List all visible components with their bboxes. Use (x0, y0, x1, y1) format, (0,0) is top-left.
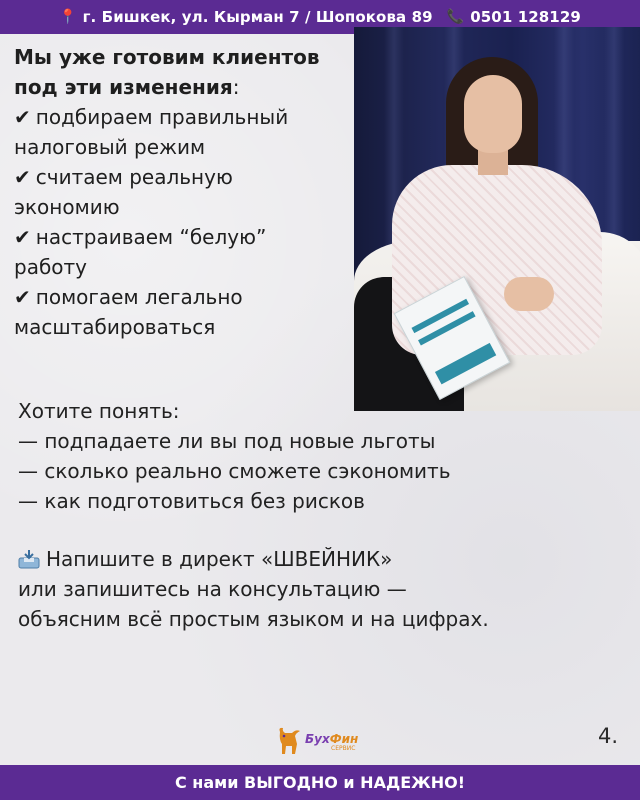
location-pin-icon: 📍 (59, 9, 77, 25)
checkmark-icon: ✔ (14, 225, 31, 249)
question-line: — подпадаете ли вы под новые льготы (18, 429, 436, 453)
intro-lead: Мы уже готовим клиентов под эти изменения (14, 45, 320, 99)
cta-text: Напишите в директ «ШВЕЙНИК» (46, 547, 393, 571)
cta-block (18, 544, 618, 634)
list-item-text: считаем реальную экономию (14, 165, 233, 219)
questions-block (18, 396, 618, 516)
cta-line (18, 544, 618, 574)
list-item-text: подбираем правильный налоговый режим (14, 105, 289, 159)
question-line: — как подготовиться без рисков (18, 489, 365, 513)
list-item (14, 222, 344, 282)
questions-title: Хотите понять: (18, 399, 180, 423)
logo-buh: Бух (305, 732, 330, 746)
intro-block (14, 42, 344, 342)
list-item (14, 102, 344, 162)
question-line: — сколько реально сможете сэкономить (18, 459, 451, 483)
header-phone: 0501 128129 (470, 8, 581, 26)
phone-icon: 📞 (446, 9, 465, 25)
checkmark-icon: ✔ (14, 165, 31, 189)
logo-subtitle: СЕРВИС (331, 745, 356, 752)
consultant-photo (354, 27, 640, 411)
header-address: г. Бишкек, ул. Кырман 7 / Шопокова 89 (82, 8, 433, 26)
cta-line: или запишитесь на консультацию — (18, 577, 407, 601)
list-item (14, 162, 344, 222)
logo-fin: Фин (329, 732, 359, 746)
list-item-text: настраиваем “белую” работу (14, 225, 267, 279)
brand-logo (276, 724, 376, 758)
intro-lead-tail: : (232, 75, 240, 99)
cta-line: объясним всё простым языком и на цифрах. (18, 607, 489, 631)
goat-logo-icon (276, 726, 302, 756)
list-item (14, 282, 344, 342)
checkmark-icon: ✔ (14, 285, 31, 309)
page-number: 4. (598, 724, 619, 748)
list-item-text: помогаем легально масштабироваться (14, 285, 243, 339)
footer-bar (0, 765, 640, 800)
checkmark-icon: ✔ (14, 105, 31, 129)
inbox-tray-icon (18, 547, 40, 567)
footer-slogan: С нами ВЫГОДНО и НАДЕЖНО! (174, 773, 465, 792)
intro-heading (14, 42, 344, 102)
